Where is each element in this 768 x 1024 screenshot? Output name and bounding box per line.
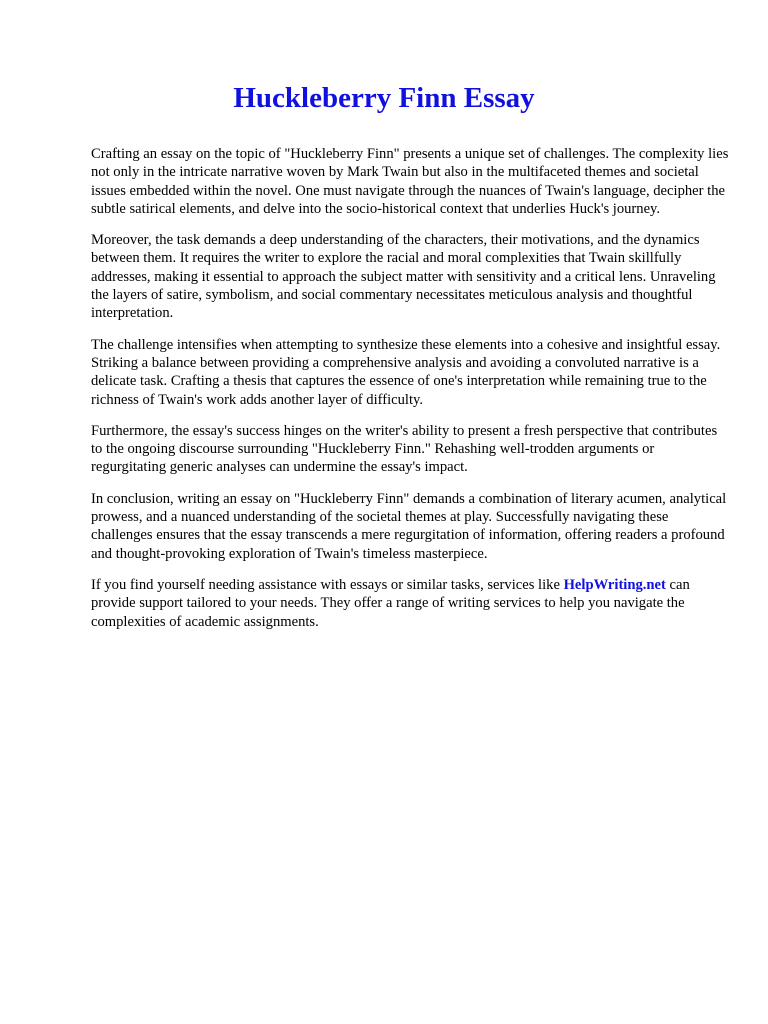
paragraph-4: Furthermore, the essay's success hinges on the writer's ability to present a fresh perspective that contributes to the ongoing discourse surrounding "Huckleberry Finn." Rehashing well-trodden arguments or regurgitating generic analyses can undermine the essay's impact. <box>91 422 718 476</box>
paragraph-5: In conclusion, writing an essay on "Huckleberry Finn" demands a combination of literary acumen, analytical prowess, and a nuanced understanding of the societal themes at play. Successfully navigating these challenges ensures that the essay transcends a mere regurgitation of information, offering readers a profound and thought-provoking exploration of Twain's timeless masterpiece. <box>91 490 727 562</box>
paragraph-1: Crafting an essay on the topic of "Huckleberry Finn" presents a unique set of challenges. The complexity lies not only in the intricate narrative woven by Mark Twain but also in the multifaceted themes and societal issues embedded within the novel. One must navigate through the nuances of Twain's language, decipher the subtle satirical elements, and delve into the socio-historical context that underlies Huck's journey. <box>91 146 729 217</box>
paragraph-2: Moreover, the task demands a deep understanding of the characters, their motivations, and the dynamics between them. It requires the writer to explore the racial and moral complexities that Twain skillfully addresses, making it essential to approach the subject matter with sensitivity and a critical lens. Unraveling the layers of satire, symbolism, and social commentary necessitates meticulous analysis and thoughtful interpretation. <box>91 232 716 322</box>
closing-paragraph <box>91 576 731 631</box>
page-title: Huckleberry Finn Essay <box>233 82 535 114</box>
helpwriting-link[interactable]: HelpWriting.net <box>563 576 666 593</box>
essay-body <box>91 145 731 644</box>
closing-text-before-link: If you find yourself needing assistance with essays or similar tasks, services like <box>91 576 564 593</box>
paragraph-3: The challenge intensifies when attempting to synthesize these elements into a cohesive and insightful essay. Striking a balance between providing a comprehensive analysis and avoiding a convoluted narrative is a delicate task. Crafting a thesis that captures the essence of one's interpretation while remaining true to the richness of Twain's work adds another layer of difficulty. <box>91 336 721 408</box>
closing-text-after-link: can provide support tailored to your needs. They offer a range of writing services to help you navigate the complexities of academic assignments. <box>91 576 690 630</box>
